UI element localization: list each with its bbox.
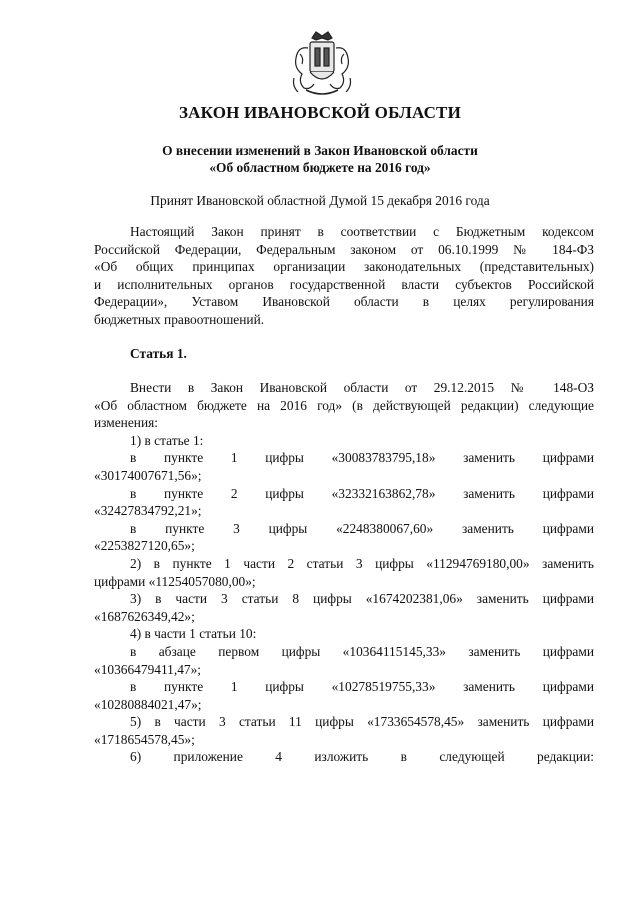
subtitle-line: «Об областном бюджете на 2016 год» (209, 160, 431, 175)
text-line: «32427834792,21»; (94, 503, 202, 519)
text-line: в пункте 3 цифры «2248380067,60» заменить цифрами (130, 520, 594, 536)
adoption-note: Принят Ивановской областной Думой 15 декабря 2016 года (150, 193, 490, 208)
text-line: «1687626349,42»; (94, 608, 195, 624)
text-line: и исполнительных органов государственной власти субъектов Российской (94, 276, 594, 292)
text-line: 6) приложение 4 изложить в следующей редакции: (130, 749, 594, 765)
text-line: 5) в части 3 статьи 11 цифры «1733654578,45» заменить цифрами (130, 714, 594, 730)
text-line: в пункте 1 цифры «10278519755,33» заменить цифрами (130, 679, 594, 695)
subtitle-line: О внесении изменений в Закон Ивановской области (162, 143, 478, 158)
preamble (94, 223, 594, 329)
text-line: Российской Федерации, Федеральным законом от 06.10.1999 № 184-ФЗ (94, 241, 594, 257)
text-line: в пункте 2 цифры «32332163862,78» заменить цифрами (130, 485, 594, 501)
text-line: 2) в пункте 1 части 2 статьи 3 цифры «11294769180,00» заменить (130, 555, 594, 571)
article-title: Статья 1. (130, 346, 187, 361)
text-line: 1) в статье 1: (130, 432, 204, 448)
text-line: «Об общих принципах организации законодательных (представительных) (94, 259, 594, 275)
law-subtitle (0, 142, 640, 176)
text-line: «Об областном бюджете на 2016 год» (в действующей редакции) следующие (94, 397, 594, 413)
text-line: «30174007671,56»; (94, 467, 202, 483)
text-line: «1718654578,45»; (94, 731, 195, 747)
text-line: в пункте 1 цифры «30083783795,18» заменить цифрами (130, 450, 594, 466)
text-line: «10366479411,47»; (94, 661, 202, 677)
text-line: Настоящий Закон принят в соответствии с Бюджетным кодексом (130, 224, 594, 239)
text-line: 4) в части 1 статьи 10: (130, 626, 257, 642)
article-body (94, 379, 594, 766)
text-line: 3) в части 3 статьи 8 цифры «1674202381,06» заменить цифрами (130, 591, 594, 607)
text-line: бюджетных правоотношений. (94, 311, 265, 327)
text-line: Федерации», Уставом Ивановской области в целях регулирования (94, 294, 594, 310)
text-line: «10280884021,47»; (94, 696, 202, 712)
law-title: ЗАКОН ИВАНОВСКОЙ ОБЛАСТИ (178, 103, 462, 122)
text-line: «2253827120,65»; (94, 538, 195, 554)
coat-of-arms-icon (290, 28, 354, 100)
text-line: цифрами «11254057080,00»; (94, 573, 256, 589)
text-line: изменения: (94, 415, 159, 431)
text-line: Внести в Закон Ивановской области от 29.12.2015 № 148-ОЗ (130, 380, 594, 395)
text-line: в абзаце первом цифры «10364115145,33» заменить цифрами (130, 643, 594, 659)
